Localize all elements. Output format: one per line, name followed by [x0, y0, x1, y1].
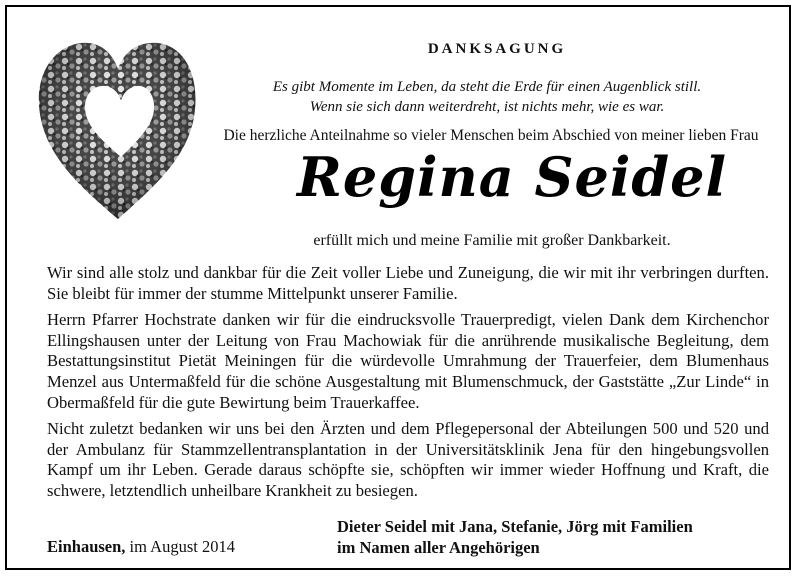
obituary-frame — [5, 5, 791, 570]
signers-line-2: im Namen aller Angehörigen — [337, 538, 540, 557]
deceased-name: Regina Seidel — [296, 145, 728, 209]
thanks-body — [47, 263, 769, 508]
paragraph: Nicht zuletzt bedanken wir uns bei den Ärzten und dem Pflegepersonal der Abteilungen 500 und 520 und der Ambulanz für Stammzellentransplantation in der Universitätsklinik Jena für den hingebungsvollen Kampf um ihr Leben. Gerade daraus schöpfte sie, schöpften wir immer wieder Hoffnung und Kraft, die schwere, letztendlich unheilbare Krankheit zu besiegen. — [47, 419, 769, 500]
signers-line-1: Dieter Seidel mit Jana, Stefanie, Jörg mit Familien — [337, 517, 693, 536]
heading-danksagung: DANKSAGUNG — [427, 41, 567, 57]
paragraph: Wir sind alle stolz und dankbar für die Zeit voller Liebe und Zuneigung, die wir mit ihr verbringen durften. Sie bleibt für immer der stumme Mittelpunkt unserer Familie. — [47, 263, 769, 303]
paragraph: Herrn Pfarrer Hochstrate danken wir für die eindrucksvolle Trauerpredigt, vielen Dank dem Kirchenchor Ellingshausen unter der Leitung von Frau Machowiak für die anrührende musikalische Begleitung, dem Bestattungsinstitut Pietät Meiningen für die würdevolle Umrahmung der Trauerfeier, dem Blumenhaus Menzel aus Untermaßfeld für die schöne Ausgestaltung mit Blumenschmuck, der Gaststätte „Zur Linde“ in Obermaßfeld für die gute Bewirtung beim Trauerkaffee. — [47, 310, 769, 412]
quote-line-2: Wenn sie sich dann weiterdreht, ist nichts mehr, wie es war. — [309, 99, 665, 115]
date-text: im August 2014 — [129, 537, 235, 556]
intro-text: Die herzliche Anteilnahme so vieler Menschen beim Abschied von meiner lieben Frau — [223, 127, 759, 144]
signers — [337, 516, 693, 558]
gratitude-text: erfüllt mich und meine Familie mit großer Dankbarkeit. — [313, 232, 671, 249]
place-name: Einhausen, — [47, 537, 126, 556]
place-date — [47, 537, 235, 557]
flower-heart-wreath-image — [33, 29, 203, 229]
quote-line-1: Es gibt Momente im Leben, da steht die Erde für einen Augenblick still. — [272, 79, 702, 95]
